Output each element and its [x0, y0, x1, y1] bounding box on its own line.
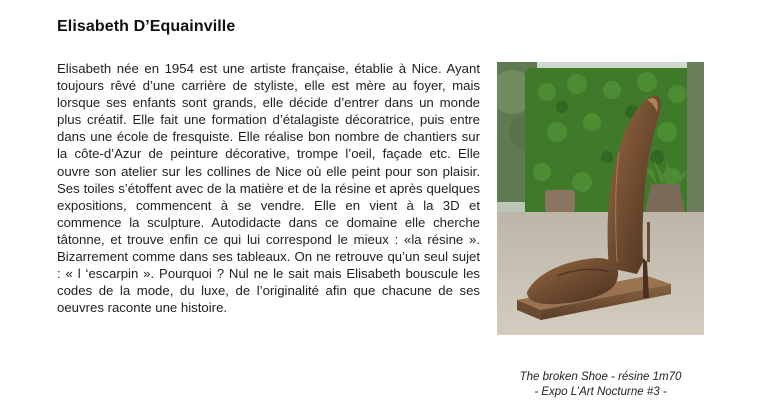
sculpture-photo-illustration: [497, 62, 704, 335]
sculpture-photo: [497, 62, 704, 335]
figure-caption: [497, 370, 704, 400]
article-title: Elisabeth D’Equainville: [57, 18, 236, 35]
artist-biography: Elisabeth née en 1954 est une artiste française, établie à Nice. Ayant toujours rêvé d’une carrière de styliste, elle est mère au foyer, mais lorsque ses enfants sont grands, elle décide d’entrer dans un monde plus créatif. Elle fait une formation d’étalagiste décoratrice, puis entre dans une école de fresquiste. Elle réalise bon nombre de chantiers sur la côte-d’Azur de peinture décorative, trompe l’oeil, façade etc. Elle ouvre son atelier sur les collines de Nice où elle peint pour son plaisir. Ses toiles s’étoffent avec de la matière et de la résine et après quelques expositions, commencent à se vendre. Elle en vient à la 3D et commence la sculpture. Autodidacte dans ce domaine elle cherche tâtonne, et trouve enfin ce qui lui correspond le mieux : «la résine ». Bizarrement comme dans ses tableaux. On ne retrouve qu’un seul sujet : « l ‘escarpin ». Pourquoi ? Nul ne le sait mais Elisabeth bouscule les codes de la mode, du luxe, de l’originalité afin que chacune de ses oeuvres raconte une histoire.: [57, 61, 480, 316]
caption-line-1: The broken Shoe - résine 1m70: [519, 371, 682, 383]
caption-line-2: - Expo L’Art Nocturne #3 -: [534, 386, 667, 398]
